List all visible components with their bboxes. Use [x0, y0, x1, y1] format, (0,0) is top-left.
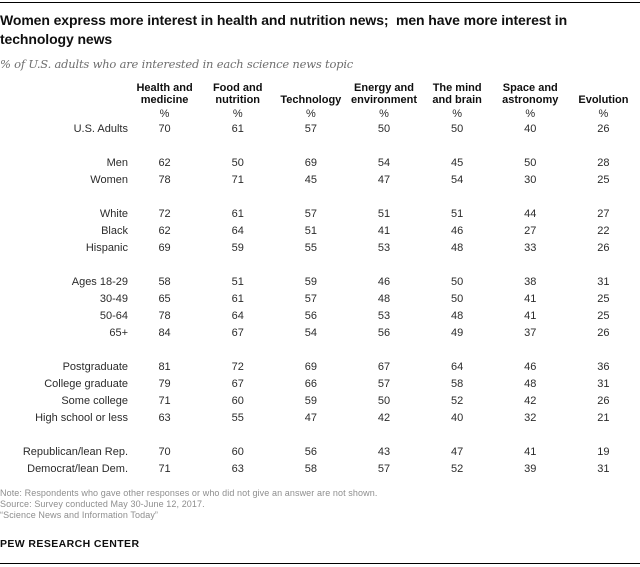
- value-cell: 54: [304, 326, 317, 339]
- value-cell: 51: [451, 207, 464, 220]
- value-cell: 55: [231, 411, 244, 424]
- value-cell: 41: [377, 224, 391, 237]
- row-label: 30-49: [99, 292, 128, 305]
- value-cell: 49: [451, 326, 464, 339]
- table-row: [0, 239, 640, 256]
- value-cell: 26: [597, 241, 610, 254]
- table-row: [0, 324, 640, 341]
- value-cell: 48: [451, 241, 464, 254]
- value-cell: 50: [377, 122, 391, 135]
- top-divider: [0, 2, 640, 3]
- value-cell: 57: [304, 122, 317, 135]
- table-row: [0, 392, 640, 409]
- value-cell: 62: [158, 156, 171, 169]
- footer-brand: PEW RESEARCH CENTER: [0, 538, 140, 550]
- group-spacer-row: [0, 426, 640, 443]
- value-cell: 79: [158, 377, 171, 390]
- value-cell: 52: [451, 462, 464, 475]
- value-cell: 50: [451, 122, 464, 135]
- percent-sign: %: [598, 107, 609, 120]
- row-label: White: [99, 207, 128, 220]
- percent-sign: %: [379, 107, 389, 120]
- row-label: Postgraduate: [62, 360, 128, 373]
- value-cell: 36: [597, 360, 610, 373]
- value-cell: 46: [524, 360, 537, 373]
- value-cell: 30: [524, 173, 537, 186]
- value-cell: 22: [597, 224, 610, 237]
- row-label: Hispanic: [85, 241, 128, 254]
- column-header: Food and nutrition: [212, 82, 263, 106]
- value-cell: 41: [524, 445, 537, 458]
- value-cell: 78: [158, 173, 171, 186]
- value-cell: 48: [524, 377, 537, 390]
- note-line: Note: Respondents who gave other responses or who did not give an answer are not shown.: [0, 488, 378, 498]
- bottom-divider: [0, 563, 640, 564]
- source-line: Source: Survey conducted May 30-June 12, 2017.: [0, 499, 205, 509]
- value-cell: 57: [377, 377, 391, 390]
- value-cell: 42: [524, 394, 537, 407]
- value-cell: 72: [231, 360, 244, 373]
- column-header: The mind and brain: [432, 82, 482, 106]
- row-label: 65+: [109, 326, 128, 339]
- value-cell: 52: [451, 394, 464, 407]
- value-cell: 69: [304, 156, 317, 169]
- value-cell: 59: [304, 394, 317, 407]
- row-label: Men: [106, 156, 128, 169]
- row-label: Black: [101, 224, 128, 237]
- value-cell: 69: [304, 360, 317, 373]
- value-cell: 56: [304, 445, 317, 458]
- value-cell: 57: [304, 207, 317, 220]
- table-body: [0, 120, 640, 477]
- table-row: [0, 375, 640, 392]
- value-cell: 70: [158, 122, 171, 135]
- value-cell: 60: [231, 445, 244, 458]
- value-cell: 64: [451, 360, 464, 373]
- value-cell: 41: [524, 292, 537, 305]
- value-cell: 59: [231, 241, 244, 254]
- value-cell: 45: [451, 156, 464, 169]
- value-cell: 27: [597, 207, 610, 220]
- value-cell: 65: [158, 292, 171, 305]
- value-cell: 78: [158, 309, 171, 322]
- value-cell: 84: [158, 326, 171, 339]
- value-cell: 40: [451, 411, 464, 424]
- value-cell: 51: [304, 224, 317, 237]
- spacer-cell: [0, 137, 640, 154]
- value-cell: 37: [524, 326, 537, 339]
- value-cell: 66: [304, 377, 317, 390]
- value-cell: 50: [451, 275, 464, 288]
- value-cell: 67: [231, 377, 244, 390]
- value-cell: 61: [231, 122, 244, 135]
- unit-row-label-cell: [0, 107, 128, 120]
- row-label: High school or less: [35, 411, 128, 424]
- table-row: [0, 154, 640, 171]
- value-cell: 81: [158, 360, 171, 373]
- chart-subtitle: % of U.S. adults who are interested in each science news topic: [0, 57, 354, 71]
- value-cell: 72: [158, 207, 171, 220]
- column-header: Evolution: [578, 93, 629, 106]
- row-label: Ages 18-29: [71, 275, 128, 288]
- column-header: Health and medicine: [136, 82, 193, 106]
- value-cell: 31: [597, 462, 610, 475]
- value-cell: 47: [304, 411, 317, 424]
- value-cell: 50: [524, 156, 537, 169]
- value-cell: 50: [231, 156, 244, 169]
- row-label: U.S. Adults: [73, 122, 128, 135]
- table-row: [0, 358, 640, 375]
- value-cell: 27: [524, 224, 537, 237]
- spacer-cell: [0, 188, 640, 205]
- value-cell: 60: [231, 394, 244, 407]
- value-cell: 71: [158, 394, 171, 407]
- value-cell: 28: [597, 156, 610, 169]
- value-cell: 71: [231, 173, 244, 186]
- value-cell: 54: [377, 156, 391, 169]
- row-label: Democrat/lean Dem.: [27, 462, 128, 475]
- value-cell: 64: [231, 309, 244, 322]
- value-cell: 48: [377, 292, 391, 305]
- value-cell: 70: [158, 445, 171, 458]
- row-label: Republican/lean Rep.: [22, 445, 128, 458]
- column-header: Energy and environment: [350, 82, 417, 106]
- value-cell: 31: [597, 377, 610, 390]
- value-cell: 53: [377, 241, 391, 254]
- column-header: Space and astronomy: [502, 82, 559, 106]
- value-cell: 40: [524, 122, 537, 135]
- value-cell: 61: [231, 207, 244, 220]
- table-row: [0, 307, 640, 324]
- value-cell: 71: [158, 462, 171, 475]
- percent-sign: %: [525, 107, 536, 120]
- value-cell: 44: [524, 207, 537, 220]
- value-cell: 58: [158, 275, 171, 288]
- value-cell: 50: [451, 292, 464, 305]
- table-row: [0, 222, 640, 239]
- value-cell: 21: [597, 411, 610, 424]
- value-cell: 56: [377, 326, 391, 339]
- value-cell: 43: [377, 445, 391, 458]
- value-cell: 51: [377, 207, 391, 220]
- table-row: [0, 460, 640, 477]
- value-cell: 63: [231, 462, 244, 475]
- value-cell: 57: [377, 462, 391, 475]
- value-cell: 26: [597, 326, 610, 339]
- table-row: [0, 273, 640, 290]
- percent-sign: %: [305, 107, 316, 120]
- value-cell: 67: [377, 360, 391, 373]
- table-row: [0, 443, 640, 460]
- value-cell: 33: [524, 241, 537, 254]
- percent-unit-row: [0, 107, 640, 120]
- value-cell: 63: [158, 411, 171, 424]
- value-cell: 38: [524, 275, 537, 288]
- value-cell: 45: [304, 173, 317, 186]
- value-cell: 42: [377, 411, 391, 424]
- data-table: [0, 81, 640, 477]
- group-spacer-row: [0, 341, 640, 358]
- spacer-cell: [0, 256, 640, 273]
- value-cell: 31: [597, 275, 610, 288]
- value-cell: 39: [524, 462, 537, 475]
- column-header: Technology: [280, 93, 342, 106]
- value-cell: 56: [304, 309, 317, 322]
- table-row: [0, 205, 640, 222]
- value-cell: 61: [231, 292, 244, 305]
- value-cell: 26: [597, 394, 610, 407]
- value-cell: 25: [597, 292, 610, 305]
- value-cell: 59: [304, 275, 317, 288]
- value-cell: 46: [377, 275, 391, 288]
- percent-sign: %: [452, 107, 463, 120]
- value-cell: 53: [377, 309, 391, 322]
- value-cell: 54: [451, 173, 464, 186]
- column-header-row: [0, 81, 640, 107]
- percent-sign: %: [232, 107, 243, 120]
- table-row: [0, 409, 640, 426]
- table-row: [0, 171, 640, 188]
- table-row: [0, 120, 640, 137]
- value-cell: 19: [597, 445, 610, 458]
- row-label: Some college: [61, 394, 128, 407]
- value-cell: 41: [524, 309, 537, 322]
- table-header: [0, 81, 640, 120]
- value-cell: 51: [231, 275, 244, 288]
- value-cell: 47: [451, 445, 464, 458]
- table-row: [0, 290, 640, 307]
- value-cell: 26: [597, 122, 610, 135]
- row-label: College graduate: [44, 377, 128, 390]
- value-cell: 67: [231, 326, 244, 339]
- group-spacer-row: [0, 188, 640, 205]
- value-cell: 58: [304, 462, 317, 475]
- percent-sign: %: [159, 107, 170, 120]
- value-cell: 50: [377, 394, 391, 407]
- group-spacer-row: [0, 137, 640, 154]
- value-cell: 62: [158, 224, 171, 237]
- value-cell: 55: [304, 241, 317, 254]
- group-spacer-row: [0, 256, 640, 273]
- chart-title: Women express more interest in health and nutrition news; men have more interest in technology news: [0, 12, 571, 47]
- value-cell: 25: [597, 309, 610, 322]
- spacer-cell: [0, 341, 640, 358]
- notes-block: [0, 488, 640, 521]
- value-cell: 57: [304, 292, 317, 305]
- value-cell: 25: [597, 173, 610, 186]
- report-title-line: “Science News and Information Today”: [0, 510, 159, 520]
- spacer-cell: [0, 426, 640, 443]
- value-cell: 69: [158, 241, 171, 254]
- row-label-column-header: [0, 81, 128, 107]
- value-cell: 48: [451, 309, 464, 322]
- row-label: Women: [90, 173, 128, 186]
- value-cell: 47: [377, 173, 391, 186]
- value-cell: 32: [524, 411, 537, 424]
- value-cell: 64: [231, 224, 244, 237]
- row-label: 50-64: [99, 309, 128, 322]
- value-cell: 46: [451, 224, 464, 237]
- value-cell: 58: [451, 377, 464, 390]
